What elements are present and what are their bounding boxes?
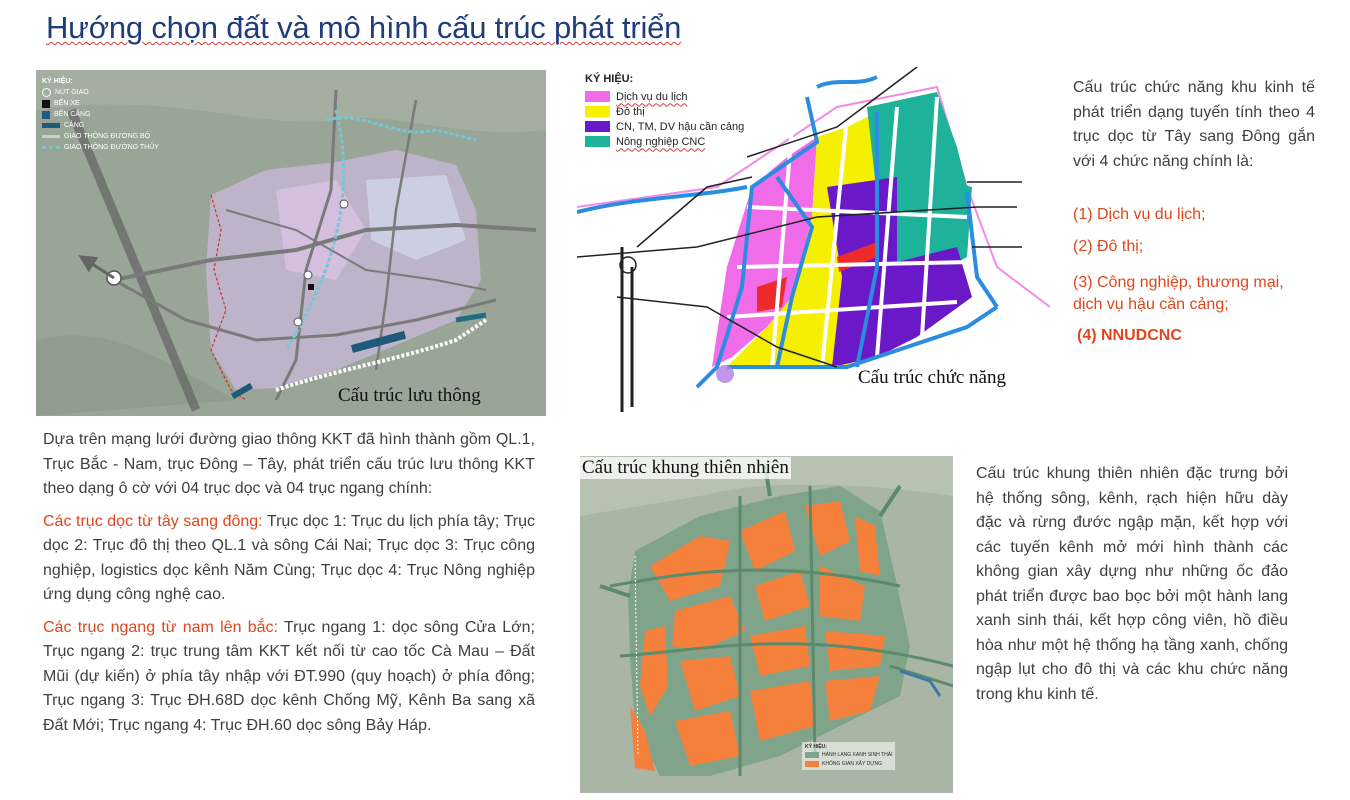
function-map-caption: Cấu trúc chức năng [858, 367, 1006, 388]
traffic-legend-item: CẢNG [64, 122, 85, 129]
traffic-description [43, 428, 535, 738]
function-legend-item: Đô thị [616, 105, 645, 118]
nature-legend-item: KHÔNG GIAN XÂY DỰNG [822, 760, 883, 767]
function-item-2: (2) Đô thị; [1073, 238, 1144, 255]
function-item-1: (1) Dịch vụ du lịch; [1073, 206, 1206, 223]
traffic-legend-item: GIAO THÔNG ĐƯỜNG THỦY [64, 144, 159, 151]
traffic-legend-item: BẾN CẢNG [54, 111, 91, 118]
traffic-legend-item: BẾN XE [54, 100, 80, 107]
traffic-legend-header: KÝ HIỆU: [42, 78, 73, 85]
horizontal-axes-label: Các trục ngang từ nam lên bắc: [43, 618, 278, 636]
vertical-axes-label: Các trục dọc từ tây sang đông: [43, 512, 263, 530]
function-description: Cấu trúc chức năng khu kinh tế phát triển dạng tuyến tính theo 4 trục dọc từ Tây sang Đông gắn với 4 chức năng chính là: [1073, 79, 1315, 170]
waterway-icon [42, 146, 60, 149]
traffic-structure-map [36, 70, 546, 416]
vertical-axes-paragraph [43, 510, 535, 608]
nature-map-drawing [580, 456, 953, 793]
function-legend-item: Nông nghiệp CNC [616, 135, 706, 148]
port-icon [42, 123, 60, 128]
nature-legend [802, 742, 895, 770]
tourism-swatch-icon [585, 91, 610, 102]
agriculture-swatch-icon [585, 136, 610, 147]
wharf-icon [42, 111, 50, 119]
function-item-4: (4) NNUDCNC [1077, 327, 1182, 344]
nature-map-caption: Cấu trúc khung thiên nhiên [582, 457, 789, 478]
nature-legend-header: KÝ HIỆU: [805, 744, 827, 750]
urban-swatch-icon [585, 106, 610, 117]
function-legend [585, 73, 744, 149]
traffic-legend-item: GIAO THÔNG ĐƯỜNG BỘ [64, 133, 151, 140]
green-corridor-swatch-icon [805, 752, 819, 758]
build-space-swatch-icon [805, 761, 819, 767]
traffic-legend-item: NÚT GIAO [55, 89, 89, 96]
nature-structure-map [580, 456, 953, 793]
road-icon [42, 135, 60, 138]
function-legend-header: KÝ HIỆU: [585, 73, 634, 85]
page-title: Hướng chọn đất và mô hình cấu trúc phát triển [46, 10, 682, 45]
nature-legend-item: HÀNH LANG XANH SINH THÁI [822, 751, 893, 758]
industry-swatch-icon [585, 121, 610, 132]
vertical-axes-text: Trục dọc 1: Trục du lịch phía tây; Trục dọc 2: Trục đô thị theo QL.1 và sông Cái Nai; Trục dọc 3: Trục công nghiệp, logistics dọc kênh Năm Cùng; Trục dọc 4: Trục Nông nghiệp ứng dụng công nghệ cao. [43, 512, 536, 603]
function-legend-item: Dịch vụ du lịch [616, 90, 688, 103]
horizontal-axes-paragraph [43, 616, 535, 739]
function-structure-map [577, 67, 1050, 425]
function-item-3: (3) Công nghiệp, thương mại, dịch vụ hậu cần cảng; [1073, 274, 1284, 313]
traffic-intro: Dựa trên mạng lưới đường giao thông KKT đã hình thành gồm QL.1, Trục Bắc - Nam, trục Đông – Tây, phát triển cấu trúc lưu thông KKT theo dạng ô cờ với 04 trục dọc và 04 trục ngang chính: [43, 431, 535, 497]
nature-description: Cấu trúc khung thiên nhiên đặc trưng bởi hệ thống sông, kênh, rạch hiện hữu dày đặc và rừng đước ngập mặn, kết hợp với các tuyến kênh mở mới hình thành các không gian xây dựng như những ốc đảo phát triển được bao bọc bởi một hành lang xanh sinh thái, kết hợp công viên, hồ điều hòa như một hệ thống hạ tầng xanh, chống ngập lụt cho đô thị và các khu chức năng trong khu kinh tế. [976, 465, 1288, 703]
horizontal-axes-text: Trục ngang 1: dọc sông Cửa Lớn; Trục ngang 2: trục trung tâm KKT kết nối từ cao tốc Cà Mau – Đất Mũi (dự kiến) ở phía tây nhập với ĐT.990 (quy hoạch) ở phía đông; Trục ngang 3: Trục ĐH.68D dọc kênh Chống Mỹ, Kênh Ba sang xã Đất Mới; Trục ngang 4: Trục ĐH.60 dọc sông Bảy Háp. [43, 618, 535, 734]
traffic-map-caption: Cấu trúc lưu thông [338, 385, 481, 406]
bus-station-icon [42, 100, 50, 108]
traffic-legend [42, 78, 159, 153]
function-legend-item: CN, TM, DV hậu cần cảng [616, 120, 745, 133]
junction-icon [42, 88, 51, 97]
